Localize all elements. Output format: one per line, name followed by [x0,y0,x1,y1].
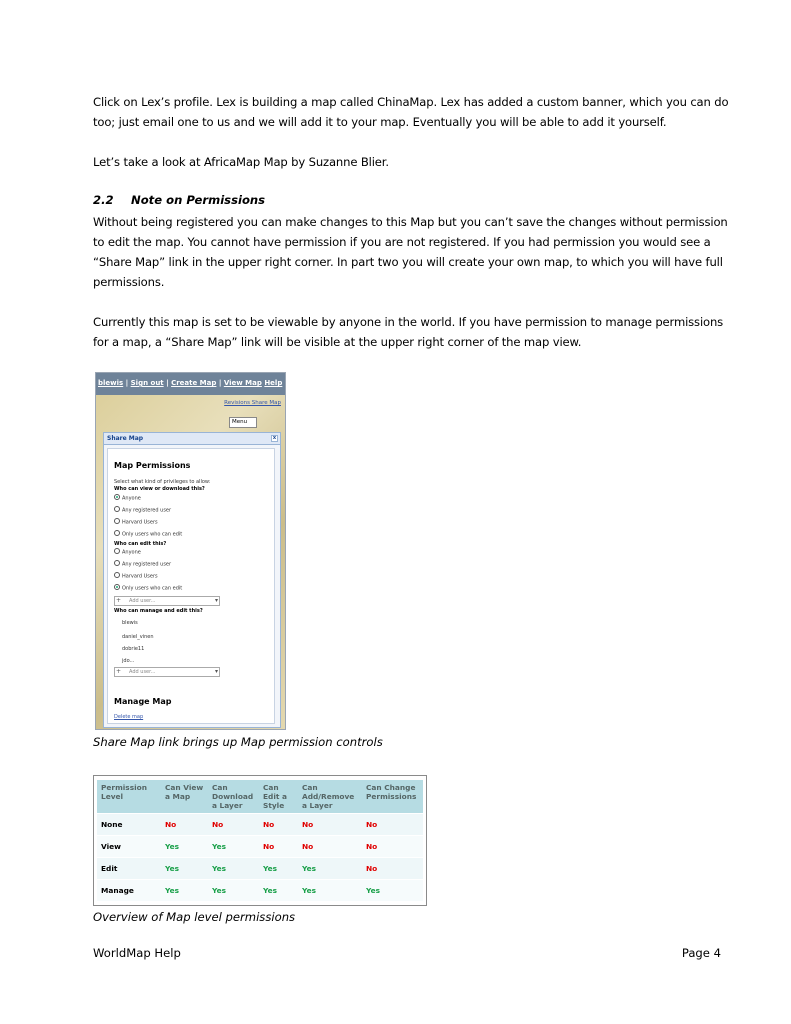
intro-paragraph: Click on Lex’s profile. Lex is building a map called ChinaMap. Lex has added a custom banner, which you can do too; just email one to us and we will add it to your map. Eventually you will be able to add it yourself. [93,95,729,129]
topbar-user-link: blewis [98,379,124,387]
table-row [97,858,423,879]
edit-option: Only users who can edit [114,585,182,592]
add-manager-combo: + Add user... ▾ [114,667,220,677]
value-cell: No [208,814,259,835]
value-cell: Yes [259,858,298,879]
level-cell: None [97,814,161,835]
share-map-screenshot [95,372,286,730]
radio-icon [114,548,120,554]
permissions-table-figure [93,775,427,906]
table-row [97,836,423,857]
screenshot-topbar: blewis | Sign out | Create Map | View Map Help [96,373,285,395]
section-number: 2.2 [93,193,114,207]
manager-item: dobrie11 [122,646,145,652]
value-cell: No [362,858,423,879]
header-cell: Permission Level [97,780,161,813]
value-cell: No [362,836,423,857]
value-cell: No [259,836,298,857]
manager-item: daniel_vinen [122,634,154,640]
value-cell: Yes [259,880,298,901]
manage-question: Who can manage and edit this? [114,608,203,614]
topbar-help-link: Help [264,379,283,387]
share-map-dialog [103,432,281,728]
permissions-paragraph: Without being registered you can make changes to this Map but you can’t save the changes without permission to edit the map. You cannot have permission if you are not registered. If you had permission you would see a “Share Map” link in the upper right corner. In part two you will create your own map, to which you will have full permissions. [93,215,728,289]
permissions-table [97,779,423,902]
header-cell: Can Change Permissions [362,780,423,813]
manager-item: blewis [122,620,138,626]
value-cell: Yes [208,858,259,879]
add-editor-combo: + Add user... ▾ [114,596,220,606]
value-cell: No [161,814,208,835]
manager-item: jdo... [122,658,135,664]
header-cell: Can Add/Remove a Layer [298,780,362,813]
viewable-paragraph: Currently this map is set to be viewable by anyone in the world. If you have permission to manage permissions for a map, a “Share Map” link will be visible at the upper right corner of the map view. [93,315,724,349]
table-row [97,814,423,835]
section-title: Note on Permissions [131,193,266,207]
manage-map-heading: Manage Map [114,697,172,706]
figure-caption-share: Share Map link brings up Map permission controls [93,735,383,749]
radio-icon [114,572,120,578]
header-cell: Can Download a Layer [208,780,259,813]
value-cell: Yes [208,880,259,901]
value-cell: Yes [362,880,423,901]
header-cell: Can Edit a Style [259,780,298,813]
value-cell: Yes [298,858,362,879]
table-header-row [97,780,423,813]
topbar-create-link: Create Map [171,379,217,387]
topbar-view-link: View Map [223,379,262,387]
dialog-title: Share Map x [104,433,280,445]
view-option: Anyone [114,495,141,502]
close-icon: x [272,435,277,441]
view-question: Who can view or download this? [114,486,205,492]
edit-option: Any registered user [114,561,171,568]
edit-question: Who can edit this? [114,541,167,547]
page-number: Page 4 [681,946,721,960]
value-cell: Yes [161,836,208,857]
value-cell: Yes [298,880,362,901]
map-permissions-heading: Map Permissions [114,461,191,470]
radio-icon [114,494,120,500]
radio-icon [114,584,120,590]
section-heading [93,193,265,207]
value-cell: No [298,836,362,857]
value-cell: Yes [208,836,259,857]
radio-icon [114,530,120,536]
level-cell: Edit [97,858,161,879]
screenshot-map-select: Menu [229,417,257,428]
value-cell: No [298,814,362,835]
radio-icon [114,518,120,524]
edit-option: Anyone [114,549,141,556]
figure-caption-overview: Overview of Map level permissions [93,910,296,924]
footer-title: WorldMap Help [93,946,181,960]
permissions-intro: Select what kind of privileges to allow: [114,479,211,485]
view-option: Only users who can edit [114,531,182,538]
value-cell: No [259,814,298,835]
edit-option: Harvard Users [114,573,158,580]
value-cell: Yes [161,880,208,901]
table-row [97,880,423,901]
view-option: Harvard Users [114,519,158,526]
radio-icon [114,560,120,566]
header-cell: Can View a Map [161,780,208,813]
africamap-paragraph: Let’s take a look at AfricaMap Map by Suzanne Blier. [93,155,389,169]
dialog-body [107,448,275,724]
radio-icon [114,506,120,512]
view-option: Any registered user [114,507,171,514]
screenshot-share-links: Revisions Share Map [224,400,281,406]
value-cell: No [362,814,423,835]
topbar-signout-link: Sign out [130,379,164,387]
value-cell: Yes [161,858,208,879]
delete-map-link: Delete map [114,714,144,720]
level-cell: Manage [97,880,161,901]
level-cell: View [97,836,161,857]
